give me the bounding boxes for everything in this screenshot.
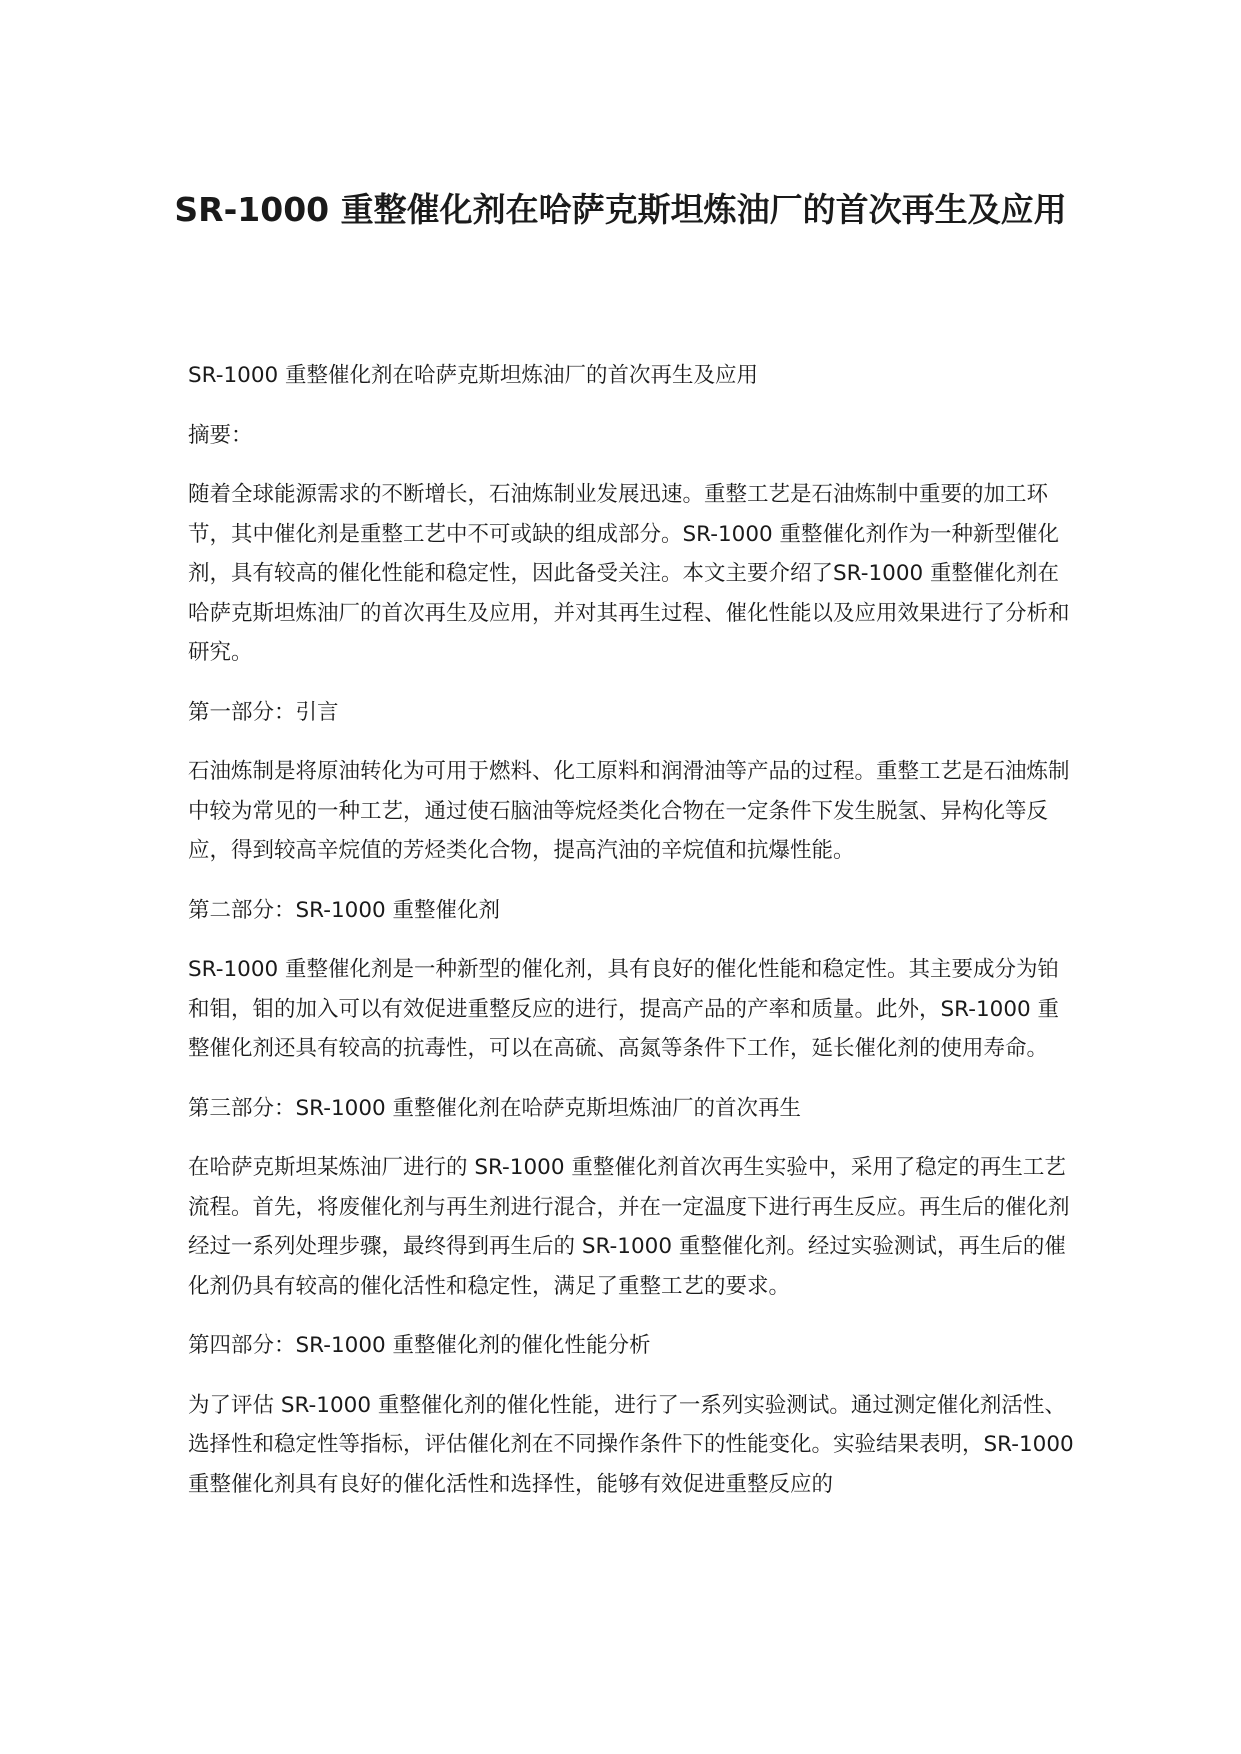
section-heading-3: 第三部分：SR-1000 重整催化剂在哈萨克斯坦炼油厂的首次再生 [188,1095,802,1121]
document-body [188,356,1078,1524]
paragraph-section-3: 在哈萨克斯坦某炼油厂进行的 SR-1000 重整催化剂首次再生实验中，采用了稳定的再生工艺流程。首先，将废催化剂与再生剂进行混合，并在一定温度下进行再生反应。再生后的催化剂经过一系列处理步骤，最终得到再生后的 SR-1000 重整催化剂。经过实验测试，再生后的催化剂仍具有较高的催化活性和稳定性，满足了重整工艺的要求。 [188,1155,1070,1299]
document-title: SR-1000 重整催化剂在哈萨克斯坦炼油厂的首次再生及应用 [174,190,1067,229]
section-heading-4: 第四部分：SR-1000 重整催化剂的催化性能分析 [188,1333,651,1358]
paragraph-abstract: 随着全球能源需求的不断增长，石油炼制业发展迅速。重整工艺是石油炼制中重要的加工环节，其中催化剂是重整工艺中不可或缺的组成部分。SR-1000 重整催化剂作为一种新型催化剂，具有较高的催化性能和稳定性，因此备受关注。本文主要介绍了SR-1000 重整催化剂在哈萨克斯坦炼油厂的首次再生及应用，并对其再生过程、催化性能以及应用效果进行了分析和研究。 [188,482,1070,665]
paragraph-section-1: 石油炼制是将原油转化为可用于燃料、化工原料和润滑油等产品的过程。重整工艺是石油炼制中较为常见的一种工艺，通过使石脑油等烷烃类化合物在一定条件下发生脱氢、异构化等反应，得到较高辛烷值的芳烃类化合物，提高汽油的辛烷值和抗爆性能。 [188,759,1070,863]
section-heading-2: 第二部分：SR-1000 重整催化剂 [188,897,501,923]
paragraph-subtitle: SR-1000 重整催化剂在哈萨克斯坦炼油厂的首次再生及应用 [188,363,759,388]
section-heading-1: 第一部分：引言 [188,699,339,725]
paragraph-section-2: SR-1000 重整催化剂是一种新型的催化剂，具有良好的催化性能和稳定性。其主要成分为铂和钼，钼的加入可以有效促进重整反应的进行，提高产品的产率和质量。此外，SR-1000 重整催化剂还具有较高的抗毒性，可以在高硫、高氮等条件下工作，延长催化剂的使用寿命。 [188,957,1060,1061]
paragraph-abstract-heading: 摘要： [188,422,253,448]
paragraph-section-4: 为了评估 SR-1000 重整催化剂的催化性能，进行了一系列实验测试。通过测定催化剂活性、选择性和稳定性等指标，评估催化剂在不同操作条件下的性能变化。实验结果表明，SR-1000 重整催化剂具有良好的催化活性和选择性，能够有效促进重整反应的 [188,1392,1074,1497]
